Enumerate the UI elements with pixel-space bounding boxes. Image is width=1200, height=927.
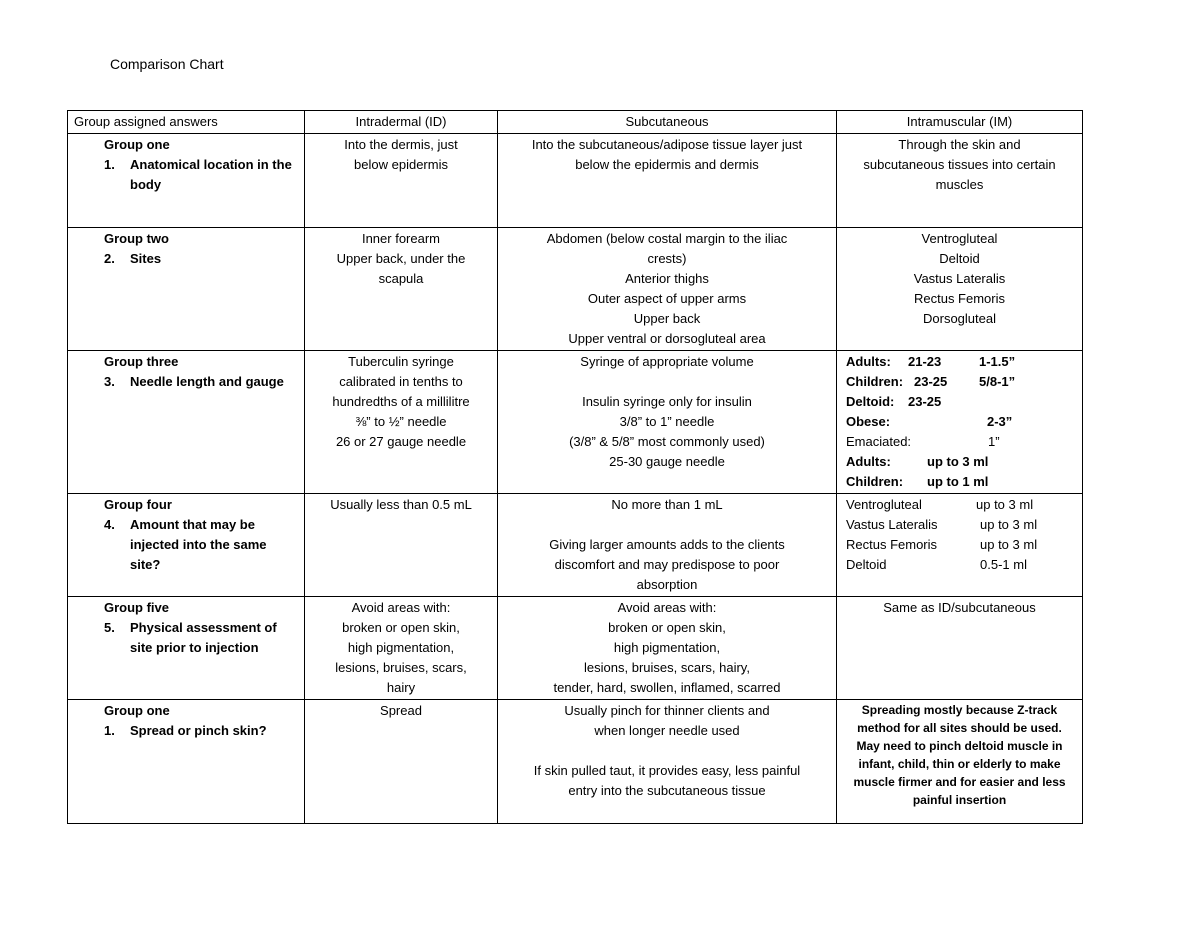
question bbox=[74, 155, 298, 195]
spec-line: Ventrogluteal up to 3 ml bbox=[846, 497, 1034, 512]
cell-line: Through the skin and bbox=[898, 137, 1021, 152]
cell-line: infant, child, thin or elderly to make bbox=[858, 757, 1061, 771]
group-cell bbox=[68, 134, 305, 228]
intradermal-cell bbox=[305, 700, 498, 824]
cell-line: If skin pulled taut, it provides easy, less painful bbox=[533, 763, 801, 778]
cell-line: No more than 1 mL bbox=[611, 497, 723, 512]
cell-line: Inner forearm bbox=[361, 231, 441, 246]
subcutaneous-cell bbox=[498, 700, 837, 824]
cell-line: May need to pinch deltoid muscle in bbox=[856, 739, 1063, 753]
page-title: Comparison Chart bbox=[110, 56, 224, 72]
cell-line: Upper ventral or dorsogluteal area bbox=[568, 331, 766, 346]
cell-line: Deltoid bbox=[939, 251, 980, 266]
cell-line: calibrated in tenths to bbox=[339, 374, 463, 389]
group-cell bbox=[68, 597, 305, 700]
cell-line: hairy bbox=[386, 680, 416, 695]
group-label: Group four bbox=[104, 497, 172, 512]
cell-line: painful insertion bbox=[912, 793, 1007, 807]
header-intramuscular: Intramuscular (IM) bbox=[837, 111, 1083, 134]
spec-line: Obese: 2-3” bbox=[846, 414, 1013, 429]
cell-line: Spreading mostly because Z-track bbox=[861, 703, 1058, 717]
cell-line: Upper back bbox=[633, 311, 701, 326]
cell-line: absorption bbox=[636, 577, 698, 592]
cell-line: below epidermis bbox=[354, 157, 448, 172]
group-cell bbox=[68, 700, 305, 824]
cell-line: 25-30 gauge needle bbox=[609, 454, 725, 469]
question-text: Sites bbox=[130, 251, 162, 266]
header-group-answers: Group assigned answers bbox=[68, 111, 305, 134]
group-label: Group five bbox=[104, 600, 170, 615]
group-cell bbox=[68, 228, 305, 351]
cell-line: high pigmentation, bbox=[347, 640, 455, 655]
cell-line: below the epidermis and dermis bbox=[575, 157, 759, 172]
question bbox=[74, 721, 298, 741]
spec-line: Emaciated: 1” bbox=[846, 434, 1000, 449]
spec-line: Rectus Femoris up to 3 ml bbox=[846, 537, 1038, 552]
group-label: Group one bbox=[104, 137, 170, 152]
question-text: Needle length and gauge bbox=[130, 374, 284, 389]
question bbox=[74, 618, 298, 658]
cell-line: Upper back, under the bbox=[336, 251, 466, 266]
table-row bbox=[68, 134, 1083, 228]
cell-line: Dorsogluteal bbox=[923, 311, 996, 326]
table-row bbox=[68, 494, 1083, 597]
subcutaneous-cell bbox=[498, 597, 837, 700]
cell-line: Into the subcutaneous/adipose tissue layer just bbox=[531, 137, 803, 152]
question-number: 5. bbox=[104, 620, 115, 635]
cell-line: Rectus Femoris bbox=[913, 291, 1006, 306]
cell-line: discomfort and may predispose to poor bbox=[554, 557, 780, 572]
cell-line: method for all sites should be used. bbox=[857, 721, 1062, 735]
table-row bbox=[68, 228, 1083, 351]
group-label: Group one bbox=[104, 703, 170, 718]
cell-line: Syringe of appropriate volume bbox=[580, 354, 754, 369]
intramuscular-cell bbox=[837, 494, 1083, 597]
cell-line: muscle firmer and for easier and less bbox=[853, 775, 1066, 789]
intramuscular-cell bbox=[837, 700, 1083, 824]
subcutaneous-cell bbox=[498, 351, 837, 494]
cell-line: Giving larger amounts adds to the clients bbox=[549, 537, 785, 552]
cell-line: Usually less than 0.5 mL bbox=[330, 497, 472, 512]
spec-line: Vastus Lateralis up to 3 ml bbox=[846, 517, 1038, 532]
header-subcutaneous: Subcutaneous bbox=[498, 111, 837, 134]
question-number: 3. bbox=[104, 374, 115, 389]
cell-line: Vastus Lateralis bbox=[913, 271, 1006, 286]
cell-line: high pigmentation, bbox=[613, 640, 721, 655]
group-cell bbox=[68, 351, 305, 494]
cell-line: Into the dermis, just bbox=[344, 137, 458, 152]
group-cell bbox=[68, 494, 305, 597]
question-text: Physical assessment of site prior to injection bbox=[130, 620, 277, 655]
cell-line: subcutaneous tissues into certain bbox=[863, 157, 1056, 172]
cell-line: broken or open skin, bbox=[608, 620, 726, 635]
spec-line: Adults: 21-23 1-1.5” bbox=[846, 354, 1016, 369]
intramuscular-cell bbox=[837, 134, 1083, 228]
cell-line: Tuberculin syringe bbox=[348, 354, 454, 369]
intramuscular-cell bbox=[837, 351, 1083, 494]
cell-line: lesions, bruises, scars, bbox=[335, 660, 467, 675]
cell-line: entry into the subcutaneous tissue bbox=[568, 783, 766, 798]
cell-line: scapula bbox=[378, 271, 424, 286]
question-number: 4. bbox=[104, 517, 115, 532]
subcutaneous-cell bbox=[498, 494, 837, 597]
cell-line: Same as ID/subcutaneous bbox=[883, 600, 1036, 615]
cell-line: Insulin syringe only for insulin bbox=[582, 394, 752, 409]
question-text: Amount that may be injected into the same site? bbox=[130, 517, 267, 572]
cell-line: broken or open skin, bbox=[342, 620, 460, 635]
cell-line: muscles bbox=[935, 177, 984, 192]
question-text: Spread or pinch skin? bbox=[130, 723, 267, 738]
comparison-table bbox=[67, 110, 1083, 824]
spec-line: Deltoid 0.5-1 ml bbox=[846, 557, 1027, 572]
intradermal-cell bbox=[305, 351, 498, 494]
cell-line: Outer aspect of upper arms bbox=[587, 291, 747, 306]
cell-line: 3/8” to 1” needle bbox=[619, 414, 715, 429]
question bbox=[74, 249, 298, 269]
intramuscular-cell bbox=[837, 597, 1083, 700]
table-row bbox=[68, 597, 1083, 700]
intramuscular-cell bbox=[837, 228, 1083, 351]
intradermal-cell bbox=[305, 494, 498, 597]
subcutaneous-cell bbox=[498, 228, 837, 351]
spec-line: Children: up to 1 ml bbox=[846, 474, 989, 489]
cell-line: Abdomen (below costal margin to the iliac bbox=[546, 231, 788, 246]
question-number: 1. bbox=[104, 157, 115, 172]
question-number: 1. bbox=[104, 723, 115, 738]
spec-line: Children: 23-25 5/8-1” bbox=[846, 374, 1016, 389]
cell-line: Usually pinch for thinner clients and bbox=[564, 703, 770, 718]
intradermal-cell bbox=[305, 134, 498, 228]
cell-line: crests) bbox=[647, 251, 687, 266]
cell-line: Avoid areas with: bbox=[617, 600, 717, 615]
cell-line: when longer needle used bbox=[594, 723, 740, 738]
question bbox=[74, 515, 298, 575]
intradermal-cell bbox=[305, 597, 498, 700]
table-row bbox=[68, 351, 1083, 494]
cell-line: ⅜” to ½” needle bbox=[355, 414, 447, 429]
intradermal-cell bbox=[305, 228, 498, 351]
cell-line: hundredths of a millilitre bbox=[332, 394, 470, 409]
cell-line: tender, hard, swollen, inflamed, scarred bbox=[553, 680, 781, 695]
cell-line: (3/8” & 5/8” most commonly used) bbox=[569, 434, 765, 449]
cell-line: Ventrogluteal bbox=[921, 231, 998, 246]
cell-line: Anterior thighs bbox=[625, 271, 709, 286]
spec-line: Deltoid: 23-25 bbox=[846, 394, 942, 409]
table-row bbox=[68, 700, 1083, 824]
cell-line: lesions, bruises, scars, hairy, bbox=[584, 660, 750, 675]
question-text: Anatomical location in the body bbox=[130, 157, 292, 192]
cell-line: Avoid areas with: bbox=[351, 600, 451, 615]
subcutaneous-cell bbox=[498, 134, 837, 228]
header-intradermal: Intradermal (ID) bbox=[305, 111, 498, 134]
table-header-row bbox=[68, 111, 1083, 134]
question-number: 2. bbox=[104, 251, 115, 266]
question bbox=[74, 372, 298, 392]
spec-line: Adults: up to 3 ml bbox=[846, 454, 989, 469]
cell-line: Spread bbox=[380, 703, 422, 718]
cell-line: 26 or 27 gauge needle bbox=[335, 434, 467, 449]
group-label: Group three bbox=[104, 354, 179, 369]
group-label: Group two bbox=[104, 231, 169, 246]
